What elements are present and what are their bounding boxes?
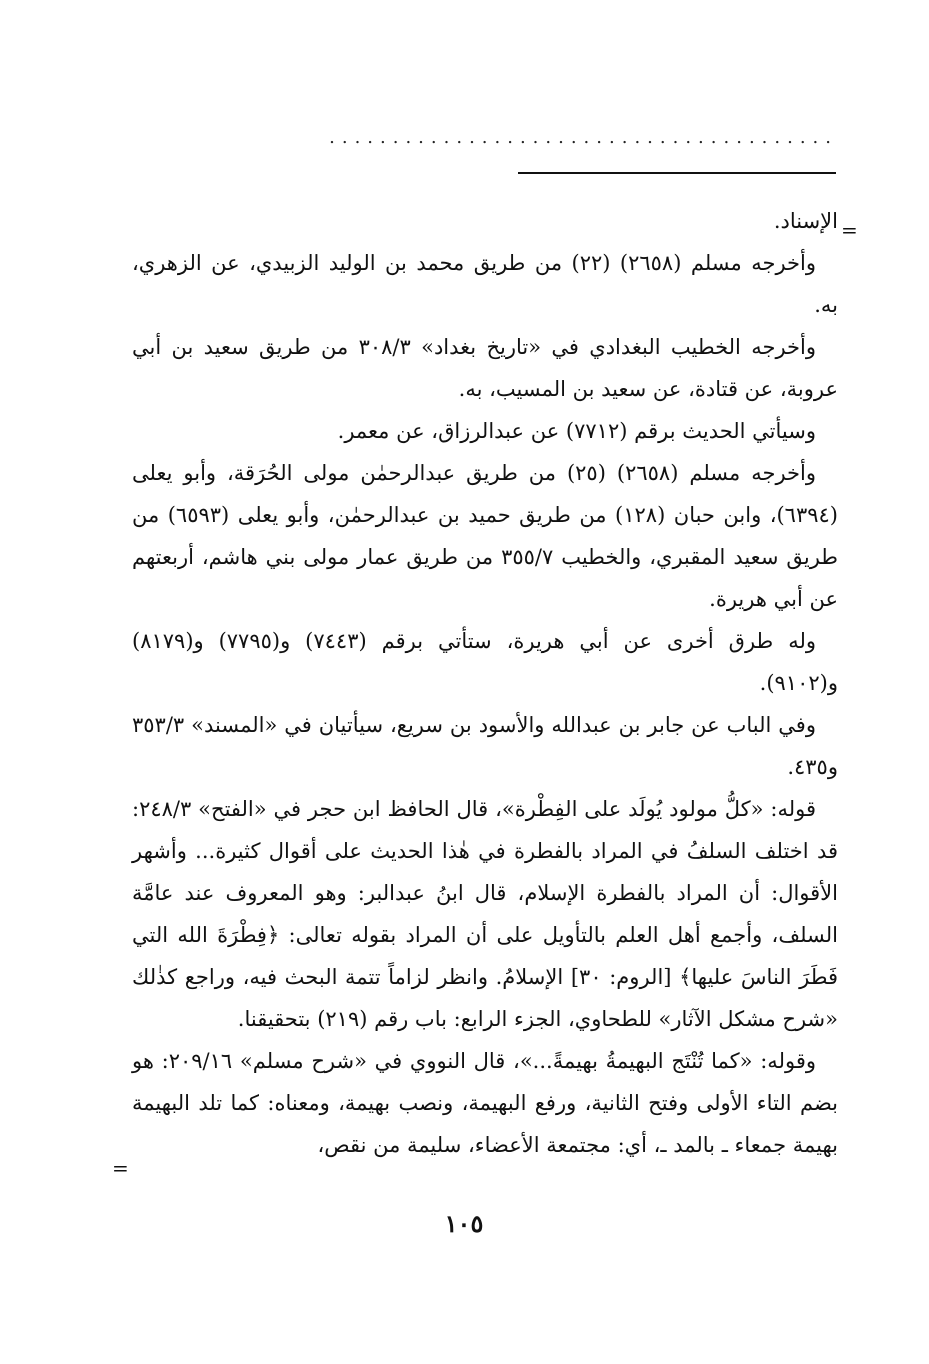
paragraph-1: الإسناد. — [773, 209, 838, 233]
paragraph-5: وأخرجه مسلم (٢٦٥٨) (٢٥) من طريق عبدالرحمٰن مولى الحُرَقة، وأبو يعلى (٦٣٩٤)، وابن حبان (١٢٨) من طريق حميد بن عبدالرحمٰن، وأبو يعلى (٦٥٩٣) من طريق سعيد المقبري، والخطيب ٣٥٥/٧ من طريق عمار مولى بني هاشم، أربعتهم عن أبي هريرة. — [132, 461, 838, 611]
paragraph-6: وله طرق أخرى عن أبي هريرة، ستأتي برقم (٧٤٤٣) و(٧٧٩٥) و(٨١٧٩) و(٩١٠٢). — [132, 629, 838, 695]
paragraph-2: وأخرجه مسلم (٢٦٥٨) (٢٢) من طريق محمد بن الوليد الزبيدي، عن الزهري، به. — [132, 251, 838, 317]
paragraph-9: وقوله: «كما تُنْتَج البهيمةُ بهيمةً...»، قال النووي في «شرح مسلم» ٢٠٩/١٦: هو بضم التاء الأولى وفتح الثانية، ورفع البهيمة، ونصب بهيمة، ومعناه: كما تلد البهيمة بهيمة جمعاء ـ بالمد ـ، أي: مجتمعة الأعضاء، سليمة من نقص، — [132, 1049, 838, 1157]
footnote-text-body — [132, 200, 838, 1166]
page-number: ١٠٥ — [444, 1209, 484, 1238]
footnote-separator-rule — [518, 172, 836, 174]
continuation-marker-top: = — [841, 218, 858, 242]
paragraph-7: وفي الباب عن جابر بن عبدالله والأسود بن سريع، سيأتيان في «المسند» ٣٥٣/٣ و٤٣٥. — [132, 713, 838, 779]
paragraph-3: وأخرجه الخطيب البغدادي في «تاريخ بغداد» ٣٠٨/٣ من طريق سعيد بن أبي عروبة، عن قتادة، عن سعيد بن المسيب، به. — [132, 335, 838, 401]
paragraph-8: قوله: «كلُّ مولود يُولَد على الفِطْرة»، قال الحافظ ابن حجر في «الفتح» ٢٤٨/٣: قد اختلف السلفُ في المراد بالفطرة في هٰذا الحديث على أقوال كثيرة... وأشهر الأقوال: أن المراد بالفطرة الإسلام، قال ابنُ عبدالبر: وهو المعروف عند عامَّة السلف، وأجمع أهل العلم بالتأويل على أن المراد بقوله تعالى: ﴿فِطْرَةَ الله التي فَطَرَ الناسَ عليها﴾ [الروم: ٣٠] الإسلامُ. وانظر لزاماً تتمة البحث فيه، وراجع كذٰلك «شرح مشكل الآثار» للطحاوي، الجزء الرابع: باب رقم (٢١٩) بتحقيقنا. — [132, 797, 838, 1031]
continuation-marker-bottom: = — [112, 1156, 129, 1180]
paragraph-4: وسيأتي الحديث برقم (٧٧١٢) عن عبدالرزاق، عن معمر. — [337, 419, 816, 443]
header-dotted-line: ........................................ — [329, 127, 838, 148]
